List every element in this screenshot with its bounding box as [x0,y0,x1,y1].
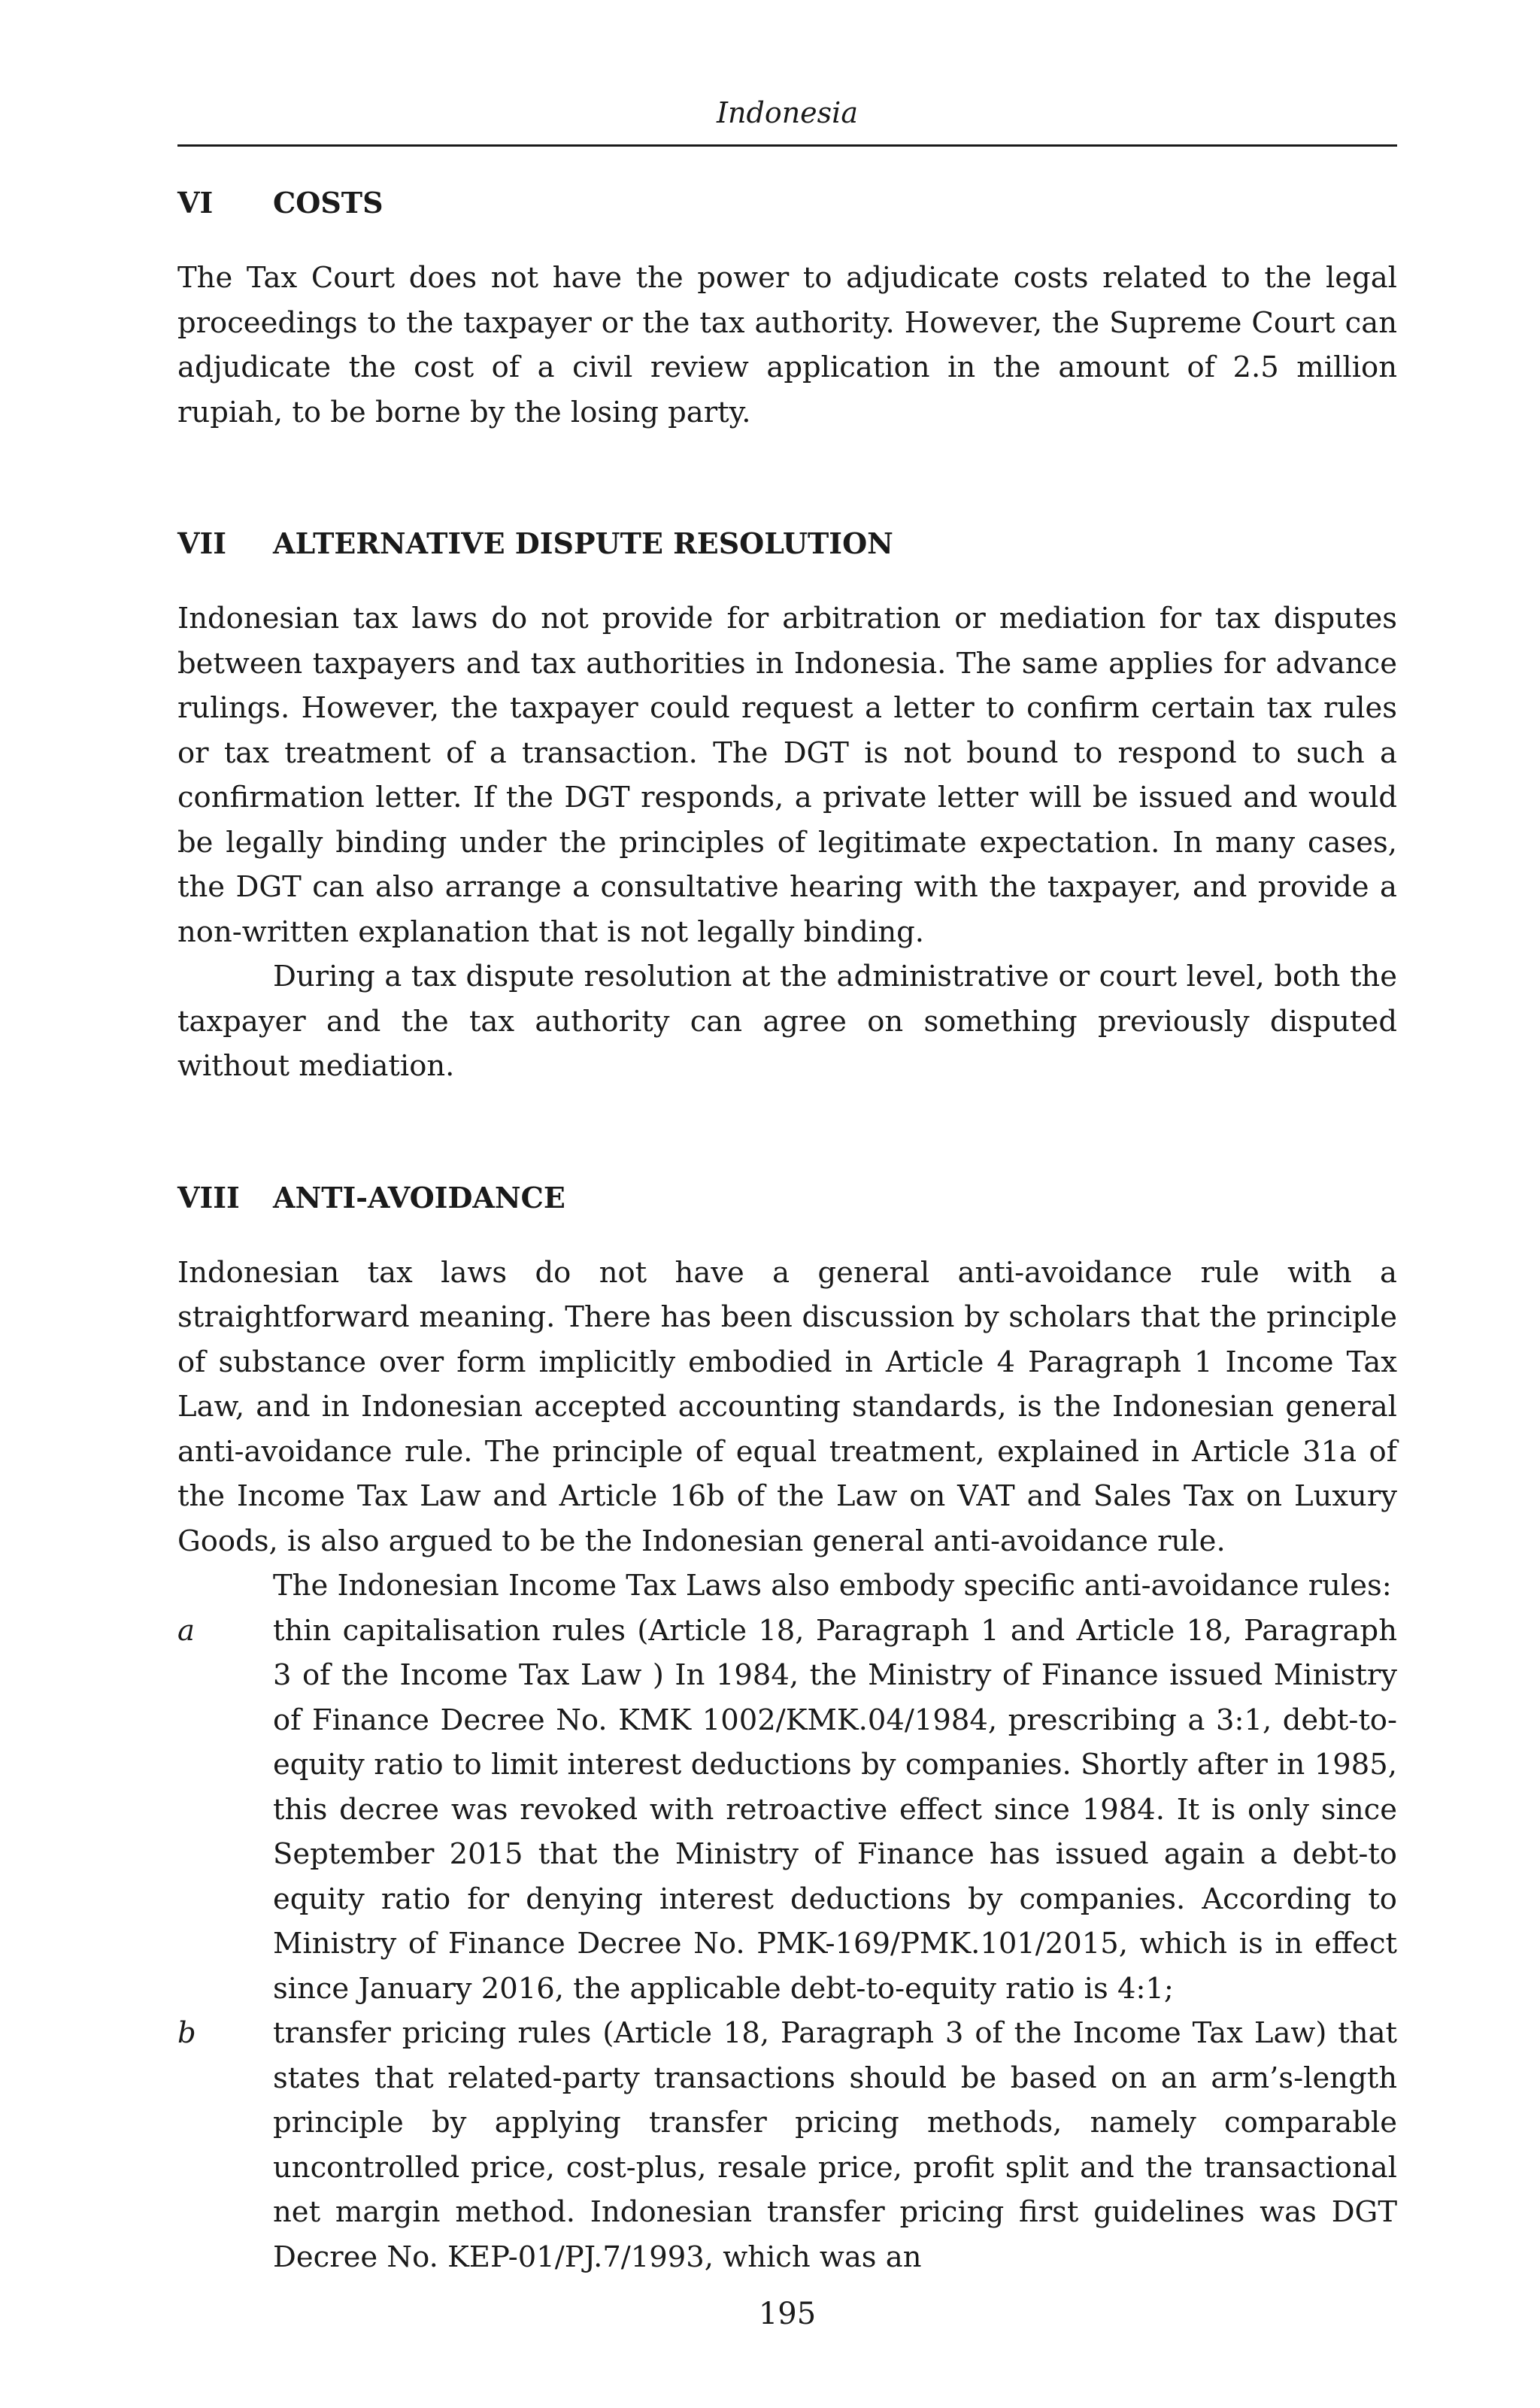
paragraph: During a tax dispute resolution at the administrative or court level, both the taxpayer and the tax authority can agree on something previously disputed without mediation. [177,960,1397,1083]
list-item [177,2011,1397,2279]
list-item-text: thin capitalisation rules (Article 18, Paragraph 1 and Article 18, Paragraph 3 of the Income Tax Law ) In 1984, the Ministry of Finance issued Ministry of Finance Decree No. KMK 1002/KMK.04/1984, prescribing a 3:1, debt-to-equity ratio to limit interest deductions by companies. Shortly after in 1985, this decree was revoked with retroactive effect since 1984. It is only since September 2015 that the Ministry of Finance has issued again a debt-to equity ratio for denying interest deductions by companies. According to Ministry of Finance Decree No. PMK-169/PMK.101/2015, which is in effect since January 2016, the applicable debt-to-equity ratio is 4:1; [273,1613,1397,2006]
section-body [177,596,1397,1089]
section-spacer [177,1089,1397,1175]
paragraph: The Tax Court does not have the power to adjudicate costs related to the legal proceedings to the taxpayer or the tax authority. However, the Supreme Court can adjudicate the cost of a civil review application in the amount of 2.5 million rupiah, to be borne by the losing party. [177,261,1397,429]
header-rule [177,144,1397,147]
section-number: VIII [177,1180,240,1215]
section-body [177,256,1397,435]
page-number: 195 [758,2297,817,2331]
section-heading [177,521,1397,566]
page-content [177,180,1397,2279]
list-marker: a [177,1613,195,1648]
section-body [177,1251,1397,2280]
list-marker: b [177,2016,196,2050]
section-heading [177,180,1397,226]
list-item-text: transfer pricing rules (Article 18, Paragraph 3 of the Income Tax Law) that states that related-party transactions should be based on an arm’s-length principle by applying transfer pricing methods, namely comparable uncontrolled price, cost-plus, resale price, profit split and the transactional net margin method. Indonesian transfer pricing first guidelines was DGT Decree No. KEP-01/PJ.7/1993, which was an [273,2016,1397,2274]
paragraph: Indonesian tax laws do not provide for arbitration or mediation for tax disputes between taxpayers and tax authorities in Indonesia. The same applies for advance rulings. However, the taxpayer could request a letter to confirm certain tax rules or tax treatment of a transaction. The DGT is not bound to respond to such a confirmation letter. If the DGT responds, a private letter will be issued and would be legally binding under the principles of legitimate expectation. In many cases, the DGT can also arrange a consultative hearing with the taxpayer, and provide a non-written explanation that is not legally binding. [177,602,1397,949]
section-number: VII [177,526,227,560]
document-page [177,0,1397,2408]
section-spacer [177,435,1397,521]
paragraph: The Indonesian Income Tax Laws also embody specific anti-avoidance rules: [273,1569,1392,1603]
section-costs [177,180,1397,435]
list-item [177,1609,1397,2012]
section-title: ALTERNATIVE DISPUTE RESOLUTION [273,526,893,560]
section-title: ANTI-AVOIDANCE [273,1180,565,1215]
paragraph: Indonesian tax laws do not have a general anti-avoidance rule with a straightforward meaning. There has been discussion by scholars that the principle of substance over form implicitly embodied in Article 4 Paragraph 1 Income Tax Law, and in Indonesian accepted accounting standards, is the Indonesian general anti-avoidance rule. The principle of equal treatment, explained in Article 31a of the Income Tax Law and Article 16b of the Law on VAT and Sales Tax on Luxury Goods, is also argued to be the Indonesian general anti-avoidance rule. [177,1255,1397,1558]
section-anti-avoidance [177,1175,1397,2280]
section-alternative-dispute-resolution [177,521,1397,1089]
section-heading [177,1175,1397,1221]
section-number: VI [177,186,214,220]
section-title: COSTS [273,186,383,220]
running-header: Indonesia [717,96,858,129]
